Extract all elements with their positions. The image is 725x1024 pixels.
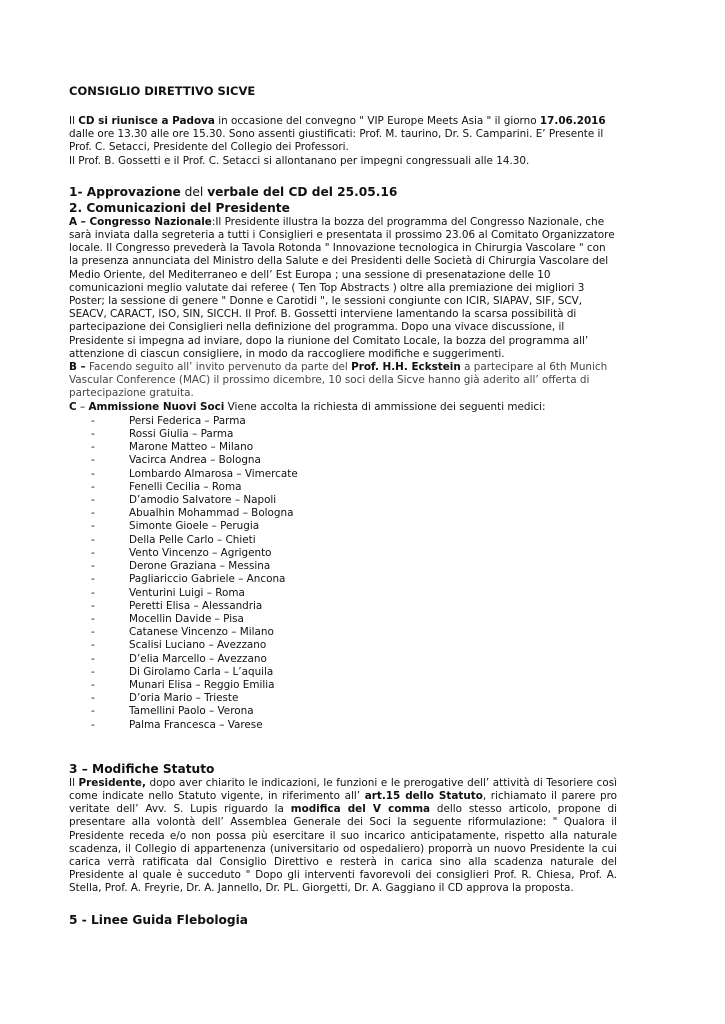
list-dash: - — [91, 507, 95, 520]
list-dash: - — [91, 560, 95, 573]
member-name: Abualhin Mohammad – Bologna — [129, 507, 294, 520]
list-dash: - — [91, 626, 95, 639]
member-list-item — [69, 679, 617, 692]
section-1-heading — [69, 184, 617, 200]
list-dash: - — [91, 612, 95, 625]
item-c-text: Viene accolta la richiesta di ammissione dei seguenti medici: — [224, 400, 546, 413]
item-b-name: Prof. H.H. Eckstein — [351, 361, 461, 374]
list-dash: - — [91, 678, 95, 691]
member-list-item — [69, 639, 617, 652]
member-name: Pagliariccio Gabriele – Ancona — [129, 573, 286, 586]
list-dash: - — [91, 705, 95, 718]
list-dash: - — [91, 639, 95, 652]
member-name: Vento Vincenzo – Agrigento — [129, 546, 272, 559]
item-a-text: :Il Presidente illustra la bozza del programma del Congresso Nazionale, che sarà inviata dalla segreteria a tutti i Consiglieri e presentata il prossimo 23.06 al Comitato Organizzatore locale. Il Congresso prevederà la Tavola Rotonda " Innovazione tecnologica in Chirurgia Vascolare " con la presenza annunciata del Ministro della Salute e dei Presidenti delle Società di Chirurgia Vascolare del Medio Oriente, del Mediterraneo e dell’ Est Europa ; una sessione di presenatazione delle 10 comunicazioni meglio valutate dai referee ( Ten Top Abstracts ) oltre alla premiazione dei migliori 3 Poster; la sessione di genere " Donne e Carotidi ", le sessioni congiunte con ICIR, SIAPAV, SIF, SCV, SEACV, CARACT, ISO, SIN, SICCH. Il Prof. B. Gossetti interviene lamentando la scarsa possibilità di partecipazione dei Consiglieri nella definizione del programma. Dopo una vivace discussione, il Presidente si impegna ad inviare, dopo la riunione del Comitato Locale, la bozza del programma all’ attenzione di ciascun consigliere, in modo da raccogliere modifiche e suggerimenti. — [69, 215, 615, 360]
intro-paragraph — [69, 115, 617, 155]
member-name: Catanese Vincenzo – Milano — [129, 626, 274, 639]
list-dash: - — [91, 546, 95, 559]
member-name: Derone Graziana – Messina — [129, 560, 271, 573]
member-name: Palma Francesca – Varese — [129, 718, 263, 731]
item-b-text: a partecipare al 6th Munich Vascular Conference (MAC) il prossimo dicembre, 10 soci della Sicve hanno già aderito all’ offerta di partecipazione gratuita. — [69, 361, 608, 400]
intro-text: in occasione del convegno " VIP Europe Meets Asia " il giorno — [214, 115, 540, 127]
member-name: Peretti Elisa – Alessandria — [129, 599, 263, 612]
s3-bold: art.15 dello Statuto — [364, 789, 483, 802]
member-list-item — [69, 534, 617, 547]
section-1-connector: del — [180, 184, 208, 199]
member-list-item — [69, 481, 617, 494]
list-dash: - — [91, 480, 95, 493]
list-dash: - — [91, 692, 95, 705]
s3-text: dello stesso articolo, propone di presentare alla volontà dell’ Assemblea Generale dei Soci la seguente riformulazione: " Qualora il Presidente receda e/o non possa più esercitare il suo incarico anticipatamente, rispetto alla naturale scadenza, il Collegio di appartenenza (universitario od ospedaliero) proporrà un nuovo Presidente la cui carica verrà ratificata dal Consiglio Direttivo e resterà in carica sino alla scadenza naturale del Presidente al quale è succeduto " Dopo gli interventi favorevoli dei consiglieri Prof. R. Chiesa, Prof. A. Stella, Prof. A. Freyrie, Dr. A. Jannello, Dr. PL. Giorgetti, Dr. A. Gaggiano il CD approva la proposta. — [69, 803, 618, 895]
member-name: Persi Federica – Parma — [129, 414, 246, 427]
member-list-item — [69, 415, 617, 428]
section-2-item-a — [69, 216, 617, 361]
list-dash: - — [91, 414, 95, 427]
intro-bold-location: CD si riunisce a Padova — [78, 115, 215, 127]
member-name: Munari Elisa – Reggio Emilia — [129, 678, 275, 691]
member-list-item — [69, 573, 617, 586]
member-list-item — [69, 719, 617, 732]
intro-text: dalle ore 13.30 alle ore 15.30. Sono assenti giustificati: Prof. M. taurino, Dr. S. Camparini. E’ Presente il Prof. C. Setacci, Presidente del Collegio dei Professori. — [69, 128, 604, 154]
intro-bold-date: 17.06.2016 — [539, 115, 606, 127]
member-list-item — [69, 428, 617, 441]
member-name: Simonte Gioele – Perugia — [129, 520, 260, 533]
document-title: CONSIGLIO DIRETTIVO SICVE — [69, 84, 256, 98]
member-name: Rossi Giulia – Parma — [129, 428, 234, 441]
section-3-heading: 3 – Modifiche Statuto — [69, 761, 215, 776]
section-1-label: 1- Approvazione — [69, 184, 181, 199]
list-dash: - — [91, 520, 95, 533]
member-name: Tamellini Paolo – Verona — [129, 705, 254, 718]
member-list-item — [69, 507, 617, 520]
s3-text: dopo aver chiarito le indicazioni, le funzioni e le prerogative dell’ attività di Tesoriere così come indicate nello Statuto vigente, in riferimento all’ — [69, 776, 617, 802]
member-name: Marone Matteo – Milano — [129, 441, 254, 454]
section-3-paragraph — [69, 777, 617, 896]
list-dash: - — [91, 652, 95, 665]
member-list-item — [69, 653, 617, 666]
section-1-title: verbale del CD del 25.05.16 — [207, 184, 398, 199]
member-name: D’elia Marcello – Avezzano — [129, 652, 267, 665]
member-name: Vacirca Andrea – Bologna — [129, 454, 261, 467]
member-name: Di Girolamo Carla – L’aquila — [129, 665, 274, 678]
member-name: Venturini Luigi – Roma — [129, 586, 245, 599]
member-name: Della Pelle Carlo – Chieti — [129, 533, 256, 546]
member-list-item — [69, 613, 617, 626]
s3-bold: Presidente, — [78, 776, 146, 789]
list-dash: - — [91, 665, 95, 678]
member-name: Lombardo Almarosa – Vimercate — [129, 467, 298, 480]
member-list-item — [69, 494, 617, 507]
section-2-heading: 2. Comunicazioni del Presidente — [69, 200, 290, 215]
member-name: Fenelli Cecilia – Roma — [129, 480, 242, 493]
member-name: Scalisi Luciano – Avezzano — [129, 639, 267, 652]
item-b-text: Facendo seguito all’ invito pervenuto da parte del — [85, 361, 352, 374]
s3-text: Il — [69, 776, 79, 789]
member-list-item — [69, 705, 617, 718]
item-c-label: C — [69, 400, 77, 413]
intro-paragraph-2: Il Prof. B. Gossetti e il Prof. C. Setacci si allontanano per impegni congressuali alle 14.30. — [69, 154, 530, 167]
member-name: Mocellin Davide – Pisa — [129, 612, 244, 625]
document-page — [69, 84, 617, 928]
member-list-item — [69, 520, 617, 533]
member-list-item — [69, 441, 617, 454]
item-b-label: B – — [69, 361, 86, 374]
section-2-item-c — [69, 401, 617, 414]
list-dash: - — [91, 467, 95, 480]
member-list-item — [69, 692, 617, 705]
s3-bold: modifica del V comma — [290, 803, 431, 816]
member-list-item — [69, 666, 617, 679]
member-list-item — [69, 560, 617, 573]
list-dash: - — [91, 718, 95, 731]
member-list-item — [69, 587, 617, 600]
intro-text: Il — [69, 115, 79, 127]
s3-text: , richiamato il parere pro veritate dell’ Avv. S. Lupis riguardo la — [69, 789, 617, 816]
list-dash: - — [91, 454, 95, 467]
item-c-dash: – — [76, 400, 89, 413]
member-name: D’oria Mario – Trieste — [129, 692, 239, 705]
list-dash: - — [91, 441, 95, 454]
list-dash: - — [91, 428, 95, 441]
member-list-item — [69, 468, 617, 481]
member-list-item — [69, 547, 617, 560]
section-5-heading: 5 - Linee Guida Flebologia — [69, 912, 249, 927]
item-c-heading: Ammissione Nuovi Soci — [88, 400, 225, 413]
item-a-label: A – Congresso Nazionale — [69, 215, 212, 228]
list-dash: - — [91, 533, 95, 546]
section-2-item-b — [69, 361, 617, 401]
new-members-list — [69, 415, 617, 732]
list-dash: - — [91, 599, 95, 612]
list-dash: - — [91, 494, 95, 507]
list-dash: - — [91, 586, 95, 599]
member-name: D’amodio Salvatore – Napoli — [129, 494, 277, 507]
member-list-item — [69, 600, 617, 613]
list-dash: - — [91, 573, 95, 586]
member-list-item — [69, 626, 617, 639]
member-list-item — [69, 454, 617, 467]
